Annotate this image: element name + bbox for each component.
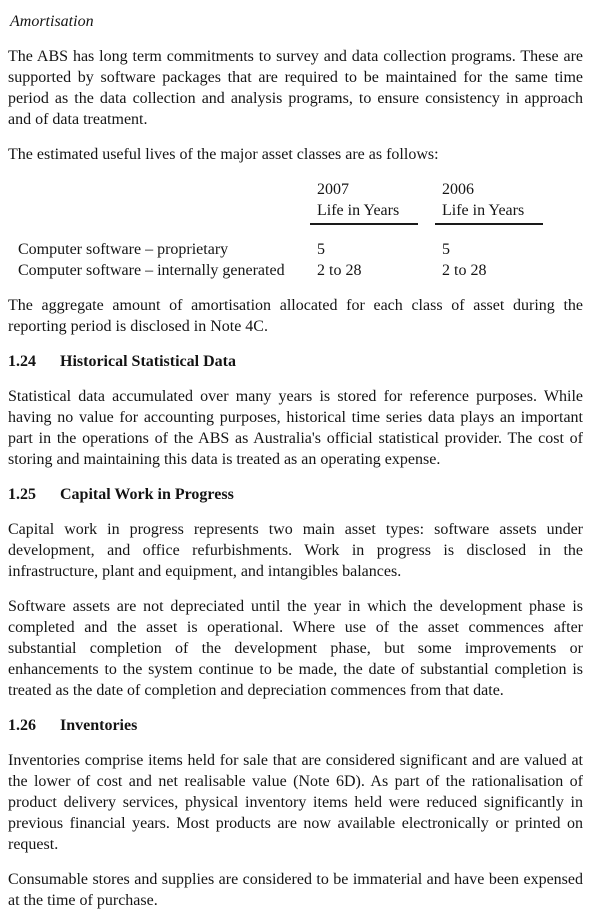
paragraph-capital-wip-2: Software assets are not depreciated until the year in which the development phase is completed and the asset is operational. Where use of the asset commences after substantial completion of the development phase, but some improvements or enhancements to the system continue to be made, the date of substantial completion is treated as the date of completion and depreciation commences from that date. <box>8 598 583 699</box>
column-sub-2006: Life in Years <box>442 202 525 219</box>
value-2006: 2 to 28 <box>442 262 487 279</box>
paragraph-useful-lives-intro: The estimated useful lives of the major asset classes are as follows: <box>8 146 439 163</box>
column-year-2006: 2006 <box>442 181 474 198</box>
section-title: Inventories <box>60 717 138 734</box>
useful-lives-table-header <box>8 179 583 225</box>
asset-class-label: Computer software – internally generated <box>18 262 285 279</box>
table-row <box>8 260 583 281</box>
paragraph-capital-wip-1: Capital work in progress represents two main asset types: software assets under development, and office refurbishments. Work in progress is disclosed in the infrastructure, plant and equipment, and intangibles balances. <box>8 521 583 580</box>
column-header-2007 <box>310 179 418 225</box>
table-header-spacer <box>8 179 310 225</box>
section-heading-1-25 <box>8 484 583 505</box>
section-title: Historical Statistical Data <box>60 353 236 370</box>
amortisation-heading: Amortisation <box>10 13 94 30</box>
paragraph-historical-data: Statistical data accumulated over many years is stored for reference purposes. While having no value for accounting purposes, historical time series data plays an important part in the operations of the ABS as Australia's official statistical provider. The cost of storing and maintaining this data is treated as an operating expense. <box>8 388 583 468</box>
column-header-2006 <box>435 179 543 225</box>
section-number: 1.24 <box>8 353 36 370</box>
section-number: 1.25 <box>8 486 36 503</box>
section-heading-1-24 <box>8 351 583 372</box>
paragraph-inventories-2: Consumable stores and supplies are considered to be immaterial and have been expensed at the time of purchase. <box>8 871 583 909</box>
useful-lives-table-body <box>8 239 583 281</box>
asset-class-label: Computer software – proprietary <box>18 241 229 258</box>
value-2006: 5 <box>442 241 450 258</box>
paragraph-aggregate-amortisation: The aggregate amount of amortisation allocated for each class of asset during the reporting period is disclosed in Note 4C. <box>8 297 583 335</box>
table-row <box>8 239 583 260</box>
value-2007: 5 <box>317 241 325 258</box>
section-title: Capital Work in Progress <box>60 486 234 503</box>
paragraph-inventories-1: Inventories comprise items held for sale that are considered significant and are valued at the lower of cost and net realisable value (Note 6D). As part of the rationalisation of product delivery services, physical inventory items held were reduced significantly in previous financial years. Most products are now available electronically or printed on request. <box>8 752 583 853</box>
section-heading-1-26 <box>8 715 583 736</box>
useful-lives-table <box>8 179 583 281</box>
value-2007: 2 to 28 <box>317 262 362 279</box>
column-sub-2007: Life in Years <box>317 202 400 219</box>
column-year-2007: 2007 <box>317 181 349 198</box>
paragraph-abs-commitments: The ABS has long term commitments to survey and data collection programs. These are supported by software packages that are required to be maintained for the same time period as the data collection and analysis programs, to ensure consistency in approach and of data treatment. <box>8 48 583 128</box>
section-number: 1.26 <box>8 717 36 734</box>
